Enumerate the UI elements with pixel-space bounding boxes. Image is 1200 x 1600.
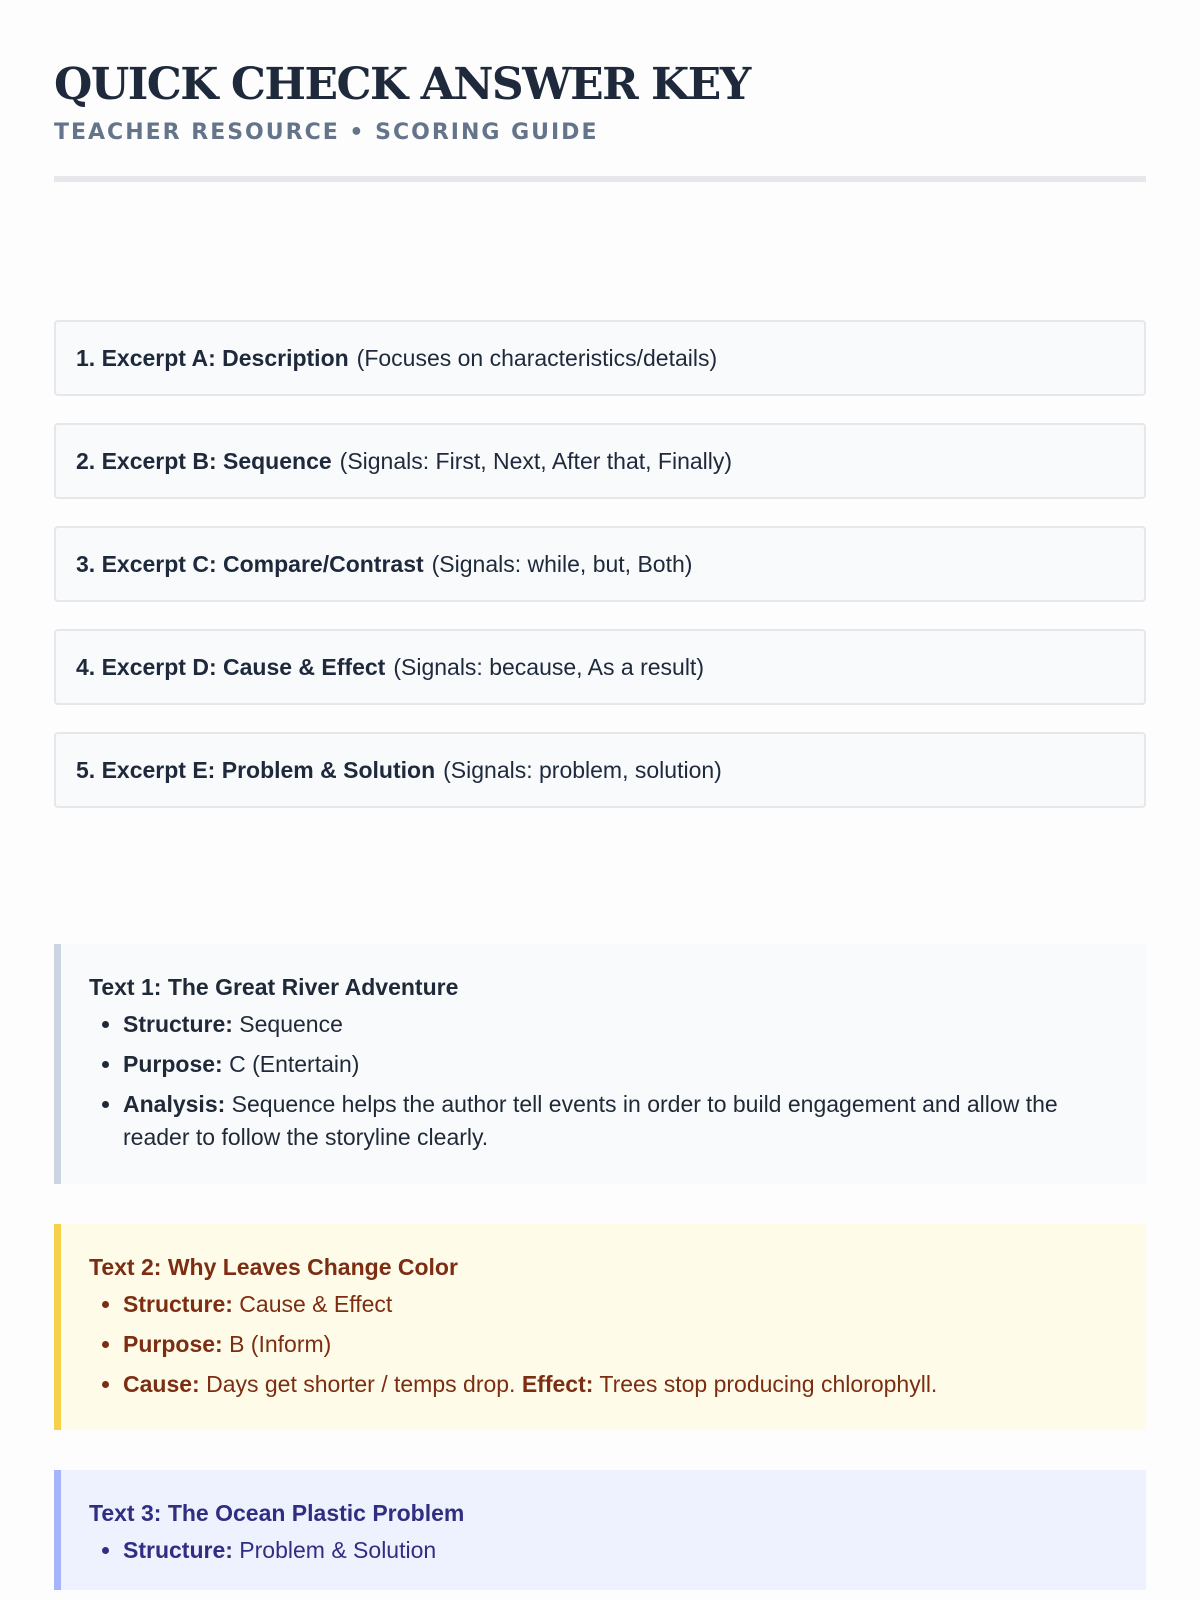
answer-detail: (Signals: problem, solution) <box>443 756 722 783</box>
text-card-title: Text 2: Why Leaves Change Color <box>89 1254 458 1280</box>
answer-item-4 <box>54 629 1146 705</box>
answer-detail: (Signals: while, but, Both) <box>431 550 693 577</box>
answer-detail: (Signals: because, As a result) <box>393 653 704 680</box>
purpose-item: • Purpose: C (Entertain) <box>123 1048 1116 1081</box>
structure-item: • Structure: Cause & Effect <box>123 1288 1116 1321</box>
answer-item-3 <box>54 526 1146 602</box>
answer-item-1 <box>54 320 1146 396</box>
purpose-item: • Purpose: B (Inform) <box>123 1328 1116 1361</box>
answer-label: 1. Excerpt A: Description <box>76 344 349 371</box>
analysis-item: • Analysis: Sequence helps the author tell events in order to build engagement and allow the reader to follow the storyline clearly. <box>123 1088 1116 1154</box>
page-title: QUICK CHECK ANSWER KEY <box>54 59 750 110</box>
text-card-title: Text 1: The Great River Adventure <box>89 974 459 1000</box>
cause-effect-item: • Cause: Days get shorter / temps drop. Effect: Trees stop producing chlorophyll. <box>123 1368 1116 1401</box>
answer-item-2 <box>54 423 1146 499</box>
answer-detail: (Signals: First, Next, After that, Finally) <box>339 447 733 474</box>
text-card-3 <box>54 1470 1146 1590</box>
answer-list <box>54 320 1146 808</box>
header-divider <box>54 176 1146 182</box>
text-card-title: Text 3: The Ocean Plastic Problem <box>89 1500 465 1526</box>
text-card-1 <box>54 944 1146 1184</box>
answer-detail: (Focuses on characteristics/details) <box>356 344 718 371</box>
answer-label: 2. Excerpt B: Sequence <box>76 447 332 474</box>
structure-item: • Structure: Sequence <box>123 1008 1116 1041</box>
answer-label: 4. Excerpt D: Cause & Effect <box>76 653 386 680</box>
text-card-list <box>89 1288 1116 1401</box>
answer-item-5 <box>54 732 1146 808</box>
answer-label: 5. Excerpt E: Problem & Solution <box>76 756 436 783</box>
answer-label: 3. Excerpt C: Compare/Contrast <box>76 550 424 577</box>
structure-item: • Structure: Problem & Solution <box>123 1534 1116 1567</box>
text-card-list <box>89 1008 1116 1154</box>
text-card-list <box>89 1534 1116 1567</box>
text-card-2 <box>54 1224 1146 1430</box>
page-subtitle: TEACHER RESOURCE • SCORING GUIDE <box>54 120 599 145</box>
